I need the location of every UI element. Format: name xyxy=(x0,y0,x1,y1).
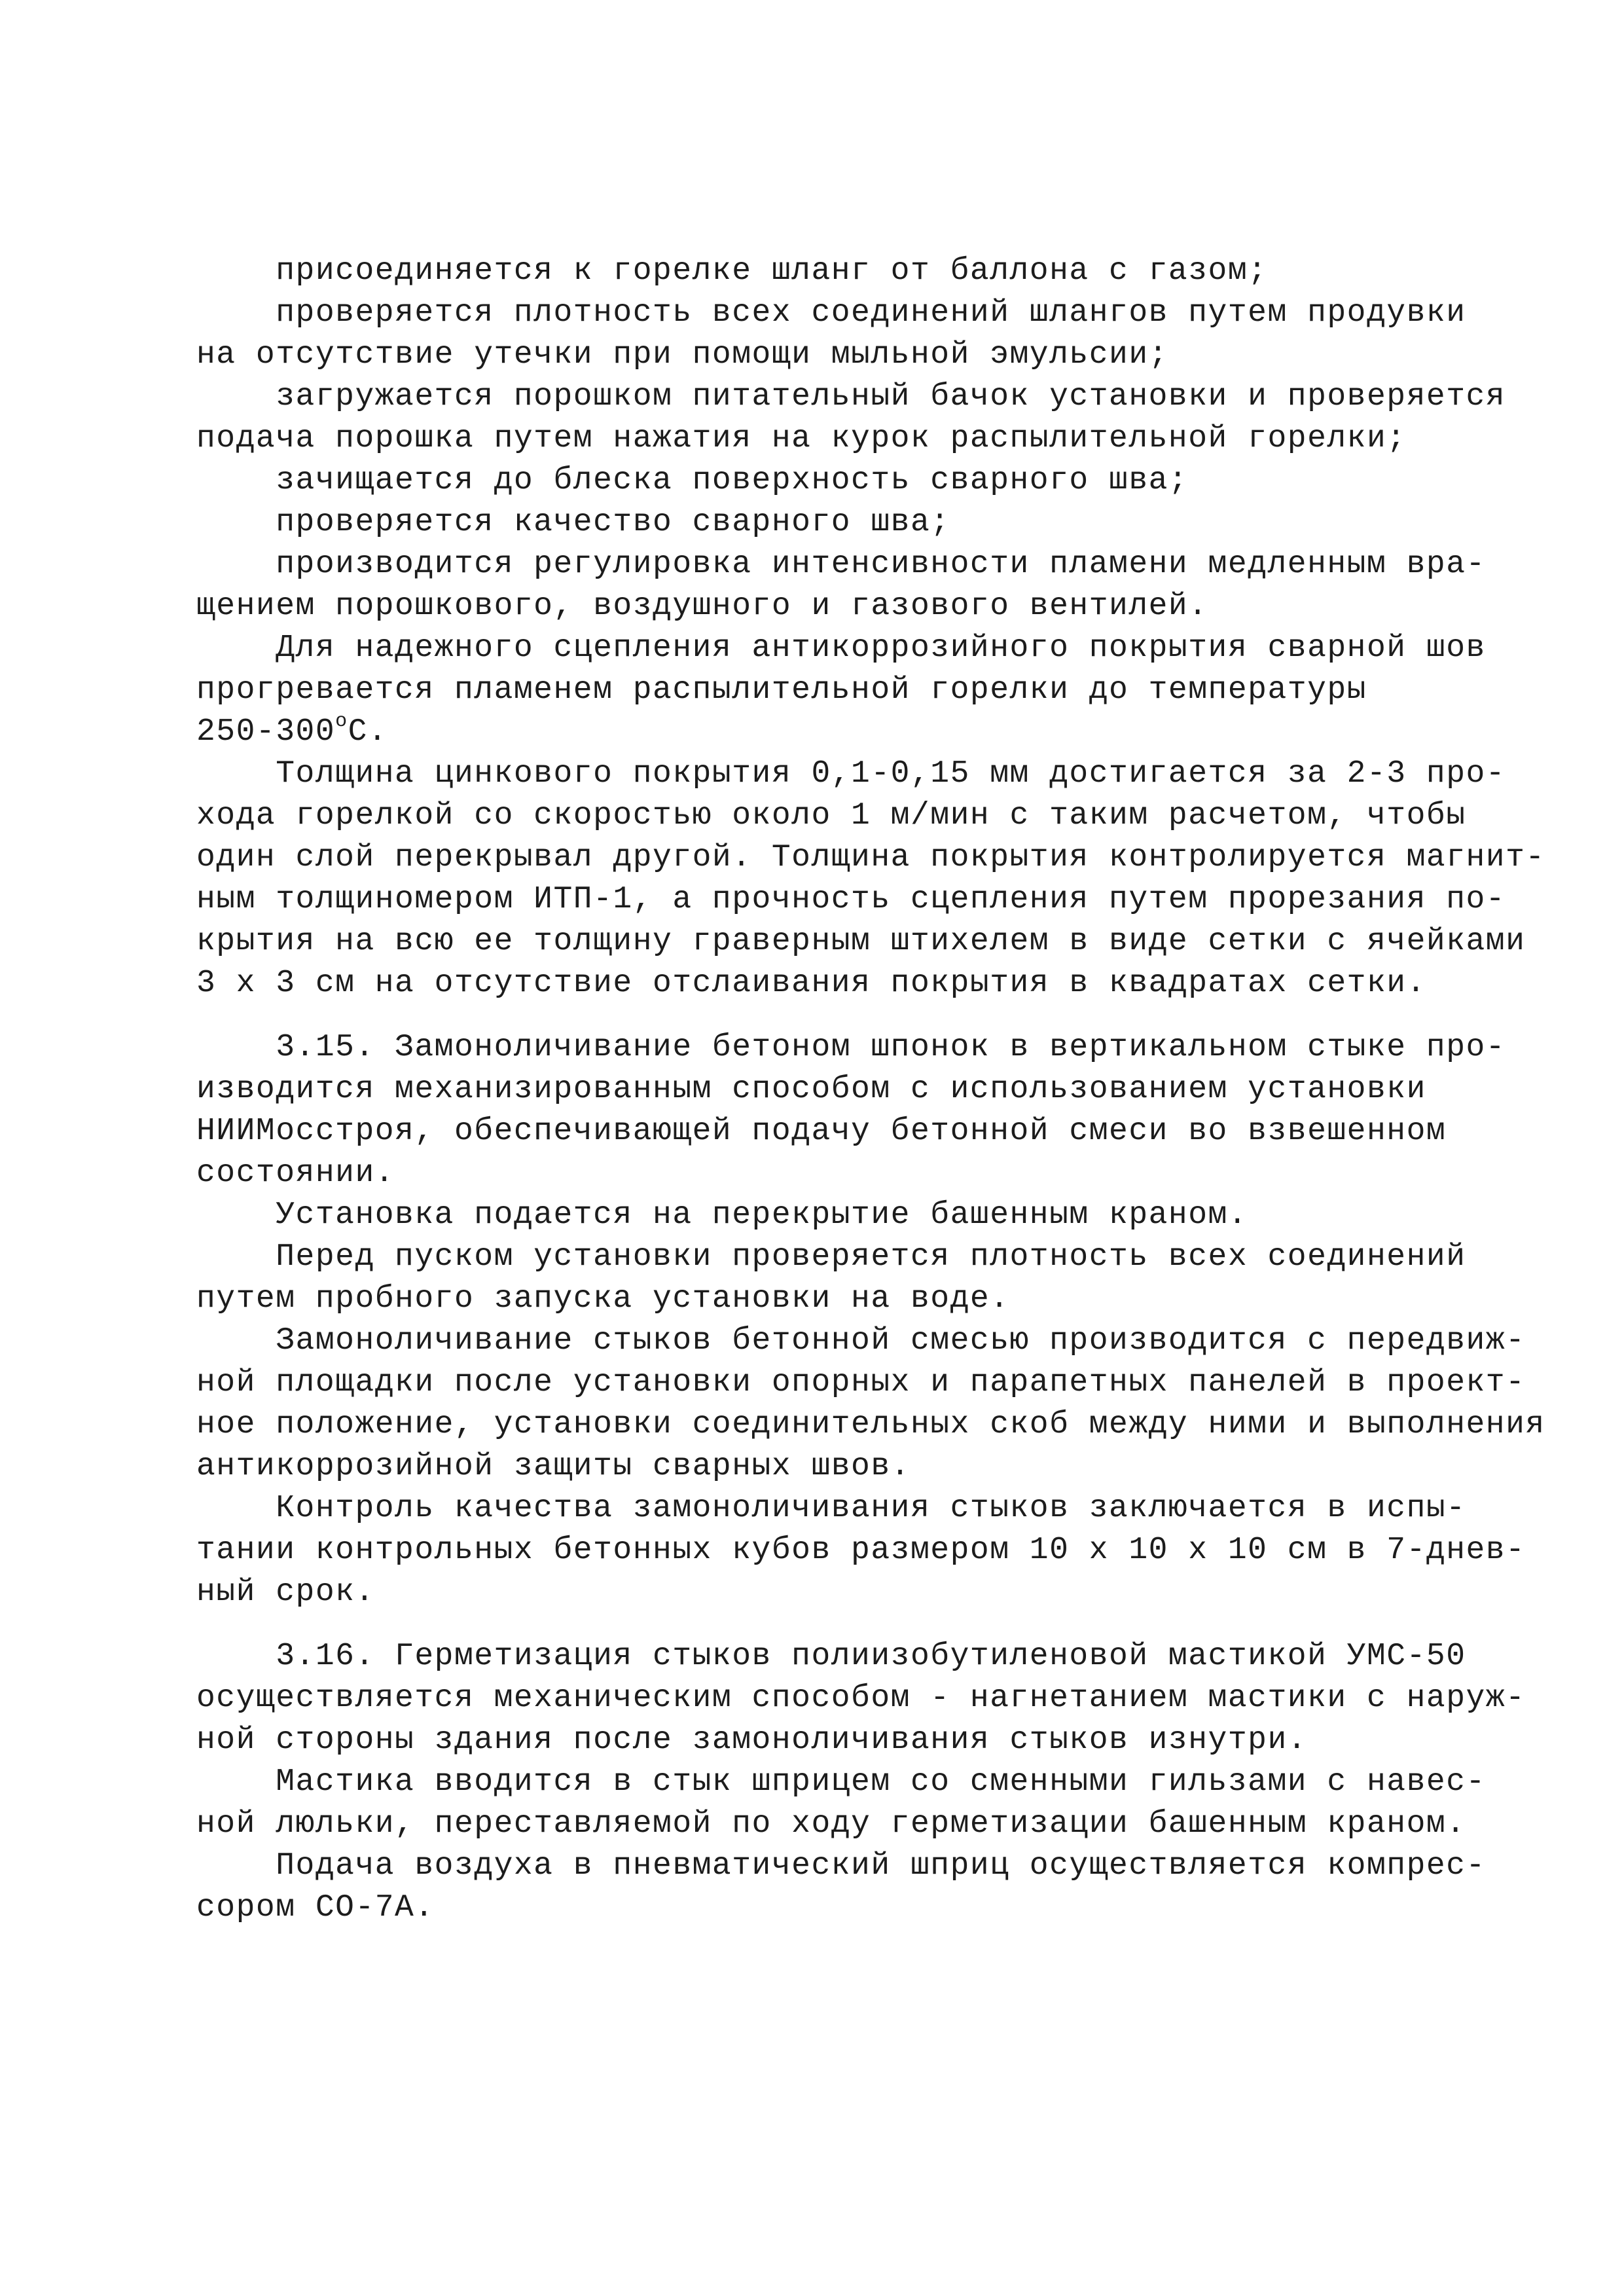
paragraph xyxy=(196,376,1506,460)
text-line: Толщина цинкового покрытия 0,1-0,15 мм достигается за 2-3 про- xyxy=(196,756,1506,792)
text-line: ной стороны здания после замоноличивания стыков изнутри. xyxy=(196,1722,1308,1758)
text-line: Перед пуском установки проверяется плотность всех соединений xyxy=(196,1239,1466,1275)
temperature-line xyxy=(196,711,1440,753)
text-line: изводится механизированным способом с использованием установки xyxy=(196,1072,1426,1107)
text-line: зачищается до блеска поверхность сварного шва; xyxy=(196,463,1189,498)
text-line: путем пробного запуска установки на воде. xyxy=(196,1281,1010,1317)
paragraph xyxy=(196,1236,1466,1320)
paragraph xyxy=(196,753,1545,1004)
paragraph xyxy=(196,250,1440,292)
text-line: Для надежного сцепления антикоррозийного покрытия сварной шов xyxy=(196,630,1486,666)
text-line: щением порошкового, воздушного и газового вентилей. xyxy=(196,589,1208,624)
temperature-unit: С. xyxy=(348,714,388,750)
text-line: Замоноличивание стыков бетонной смесью производится с передвиж- xyxy=(196,1323,1526,1358)
text-line: загружается порошком питательный бачок установки и проверяется xyxy=(196,379,1506,414)
text-line: ной площадки после установки опорных и парапетных панелей в проект- xyxy=(196,1365,1526,1400)
text-line: проверяется плотность всех соединений шлангов путем продувки xyxy=(196,295,1466,331)
text-line: осуществляется механическим способом - нагнетанием мастики с наруж- xyxy=(196,1681,1526,1716)
paragraph-spacer xyxy=(196,1004,1440,1027)
paragraph xyxy=(196,1845,1486,1929)
text-line: Мастика вводится в стык шприцем со сменными гильзами с навес- xyxy=(196,1764,1486,1800)
text-line: сором СО-7А. xyxy=(196,1890,435,1925)
text-line: Установка подается на перекрытие башенным краном. xyxy=(196,1197,1248,1233)
text-line: один слой перекрывал другой. Толщина покрытия контролируется магнит- xyxy=(196,840,1545,875)
text-line: состоянии. xyxy=(196,1156,395,1191)
paragraph xyxy=(196,1194,1440,1236)
paragraph-spacer xyxy=(196,1613,1440,1635)
paragraph xyxy=(196,460,1440,501)
text-line: НИИМосстроя, обеспечивающей подачу бетонной смеси во взвешенном xyxy=(196,1114,1447,1149)
paragraph xyxy=(196,627,1486,753)
text-line: ное положение, установки соединительных скоб между ними и выполнения xyxy=(196,1407,1545,1442)
text-line: антикоррозийной защиты сварных швов. xyxy=(196,1449,911,1484)
text-line: 3.15. Замоноличивание бетоном шпонок в вертикальном стыке про- xyxy=(196,1030,1506,1065)
paragraph xyxy=(196,1761,1486,1845)
text-line: прогревается пламенем распылительной горелки до температуры xyxy=(196,672,1367,708)
text-line: ной люльки, переставляемой по ходу герметизации башенным краном. xyxy=(196,1806,1466,1842)
paragraph xyxy=(196,1635,1526,1761)
text-line: подача порошка путем нажатия на курок распылительной горелки; xyxy=(196,421,1407,456)
text-line: крытия на всю ее толщину граверным штихелем в виде сетки с ячейками xyxy=(196,924,1526,959)
text-line: присоединяется к горелке шланг от баллона с газом; xyxy=(196,253,1268,289)
text-line: ным толщиномером ИТП-1, а прочность сцепления путем прорезания по- xyxy=(196,882,1506,917)
text-line: проверяется качество сварного шва; xyxy=(196,505,950,540)
document-body-text xyxy=(196,250,1545,1929)
text-line: 3 х 3 см на отсутствие отслаивания покрытия в квадратах сетки. xyxy=(196,966,1426,1001)
text-line: производится регулировка интенсивности пламени медленным вра- xyxy=(196,547,1486,582)
text-line: тании контрольных бетонных кубов размером 10 х 10 х 10 см в 7-днев- xyxy=(196,1533,1526,1568)
paragraph xyxy=(196,1320,1545,1487)
text-line: 3.16. Герметизация стыков полиизобутиленовой мастикой УМС-50 xyxy=(196,1639,1466,1674)
temperature-range: 250-300 xyxy=(196,714,336,750)
text-line: на отсутствие утечки при помощи мыльной эмульсии; xyxy=(196,337,1168,373)
paragraph xyxy=(196,292,1466,376)
text-line: Подача воздуха в пневматический шприц осуществляется компрес- xyxy=(196,1848,1486,1884)
text-line: хода горелкой со скоростью около 1 м/мин с таким расчетом, чтобы xyxy=(196,798,1466,833)
paragraph xyxy=(196,1487,1526,1613)
paragraph xyxy=(196,501,1440,543)
text-line: ный срок. xyxy=(196,1575,375,1610)
paragraph xyxy=(196,1027,1506,1194)
degree-sign: о xyxy=(335,710,348,733)
text-line: Контроль качества замоноличивания стыков заключается в испы- xyxy=(196,1491,1466,1526)
paragraph xyxy=(196,543,1486,627)
